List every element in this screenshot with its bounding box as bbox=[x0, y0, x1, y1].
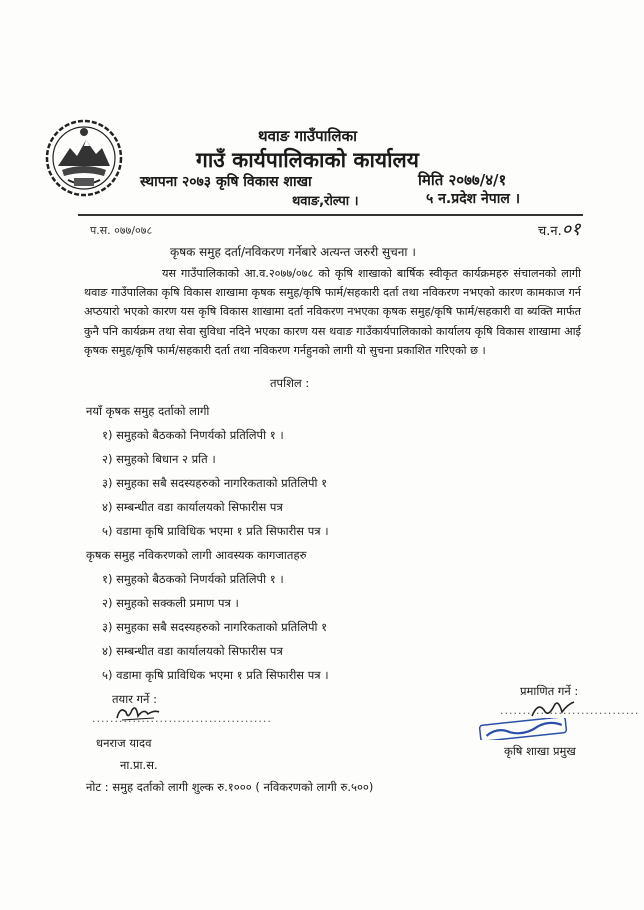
prepared-by-designation: ना.प्रा.स. bbox=[120, 758, 158, 772]
dispatch-number bbox=[538, 217, 580, 241]
list-item: २) समुहको सक्कली प्रमाण पत्र । bbox=[102, 596, 239, 610]
reference-number: प.स. ०७७/०७८ bbox=[90, 224, 153, 237]
dispatch-prefix: च.न. bbox=[538, 224, 562, 239]
notice-title: कृषक समुह दर्ता/नविकरण गर्नेबारे अत्यन्त जरुरी सुचना । bbox=[170, 245, 416, 259]
fee-note: नोट : समुह दर्ताको लागी शुल्क रु.१००० ( नविकरणको लागी रु.५००) bbox=[86, 780, 374, 794]
prepared-by-dots: ........................................ bbox=[92, 712, 272, 725]
municipality-name: थवाङ गाउँपालिका bbox=[258, 127, 358, 145]
dispatch-value: ०१ bbox=[561, 219, 581, 240]
office-name: गाउँ कार्यपालिकाको कार्यालय bbox=[196, 148, 419, 172]
list-item: ३) समुहका सबै सदस्यहरुको नागरिकताको प्रतिलिपी १ bbox=[102, 620, 328, 634]
prepared-by-name: धनराज यादव bbox=[96, 736, 152, 750]
notice-body: यस गाउँपालिकाको आ.व.२०७७/०७८ को कृषि शाखाको बार्षिक स्वीकृत कार्यक्रमहरु संचालनको लागी थवाङ गाउँपालिका कृषि विकास शाखामा कृषक समुह/कृषि फार्म/सहकारी दर्ता तथा नविकरण नभएको कारण कामकाज गर्न अप्ठयारो भएको कारण यस कृषि विकास शाखामा दर्ता नविकरण नभएका कृषक समुह/कृषि फार्म/सहकारी वा ब्यक्ति मार्फत कुनै पनि कार्यक्रम तथा सेवा सुविधा नदिने भएका कारण यस थवाङ गाउँकार्यपालिकाको कार्यालय कृषि विकास शाखामा आई कृषक समुह/कृषि फार्म/सहकारी दर्ता तथा नविकरण गर्नहुनको लागी यो सुचना प्रकाशित गरिएको छ । bbox=[84, 267, 581, 357]
certified-by-dots: ............................... bbox=[500, 704, 640, 717]
nepal-emblem-icon bbox=[44, 118, 124, 198]
renewal-heading: कृषक समुह नविकरणको लागी आवस्यक कागजातहरु bbox=[86, 548, 307, 562]
prepared-signature-icon bbox=[114, 702, 162, 724]
header-divider bbox=[78, 214, 583, 216]
prepared-by-label: तयार गर्ने : bbox=[112, 692, 157, 706]
list-item: २) समुहको बिधान २ प्रति । bbox=[102, 452, 216, 466]
details-label: तपशिल : bbox=[270, 376, 310, 390]
new-registration-heading: नयाँ कृषक समुह दर्ताको लागी bbox=[86, 404, 210, 418]
letter-date: मिति २०७७/४/१ bbox=[418, 171, 507, 189]
province-country: ५ न.प्रदेश नेपाल । bbox=[426, 191, 521, 207]
establishment-branch: स्थापना २०७३ कृषि विकास शाखा bbox=[140, 174, 312, 190]
certified-by-designation: कृषि शाखा प्रमुख bbox=[504, 744, 576, 758]
list-item: ४) सम्बन्धीत वडा कार्यालयको सिफारीस पत्र bbox=[102, 644, 283, 658]
office-address: थवाङ,रोल्पा । bbox=[292, 194, 359, 209]
list-item: १) समुहको बैठकको निणर्यको प्रतिलिपी १ । bbox=[102, 572, 284, 586]
list-item: ४) सम्बन्धीत वडा कार्यालयको सिफारीस पत्र bbox=[102, 500, 283, 514]
list-item: ३) समुहका सबै सदस्यहरुको नागरिकताको प्रतिलिपी १ bbox=[102, 476, 328, 490]
list-item: ५) वडामा कृषि प्राविधिक भएमा १ प्रति सिफारीस पत्र । bbox=[102, 524, 329, 538]
certified-by-label: प्रमाणित गर्ने : bbox=[520, 684, 579, 698]
list-item: ५) वडामा कृषि प्राविधिक भएमा १ प्रति सिफारीस पत्र । bbox=[102, 668, 329, 682]
list-item: १) समुहको बैठकको निणर्यको प्रतिलिपी १ । bbox=[102, 428, 284, 442]
official-stamp-icon bbox=[478, 718, 568, 740]
